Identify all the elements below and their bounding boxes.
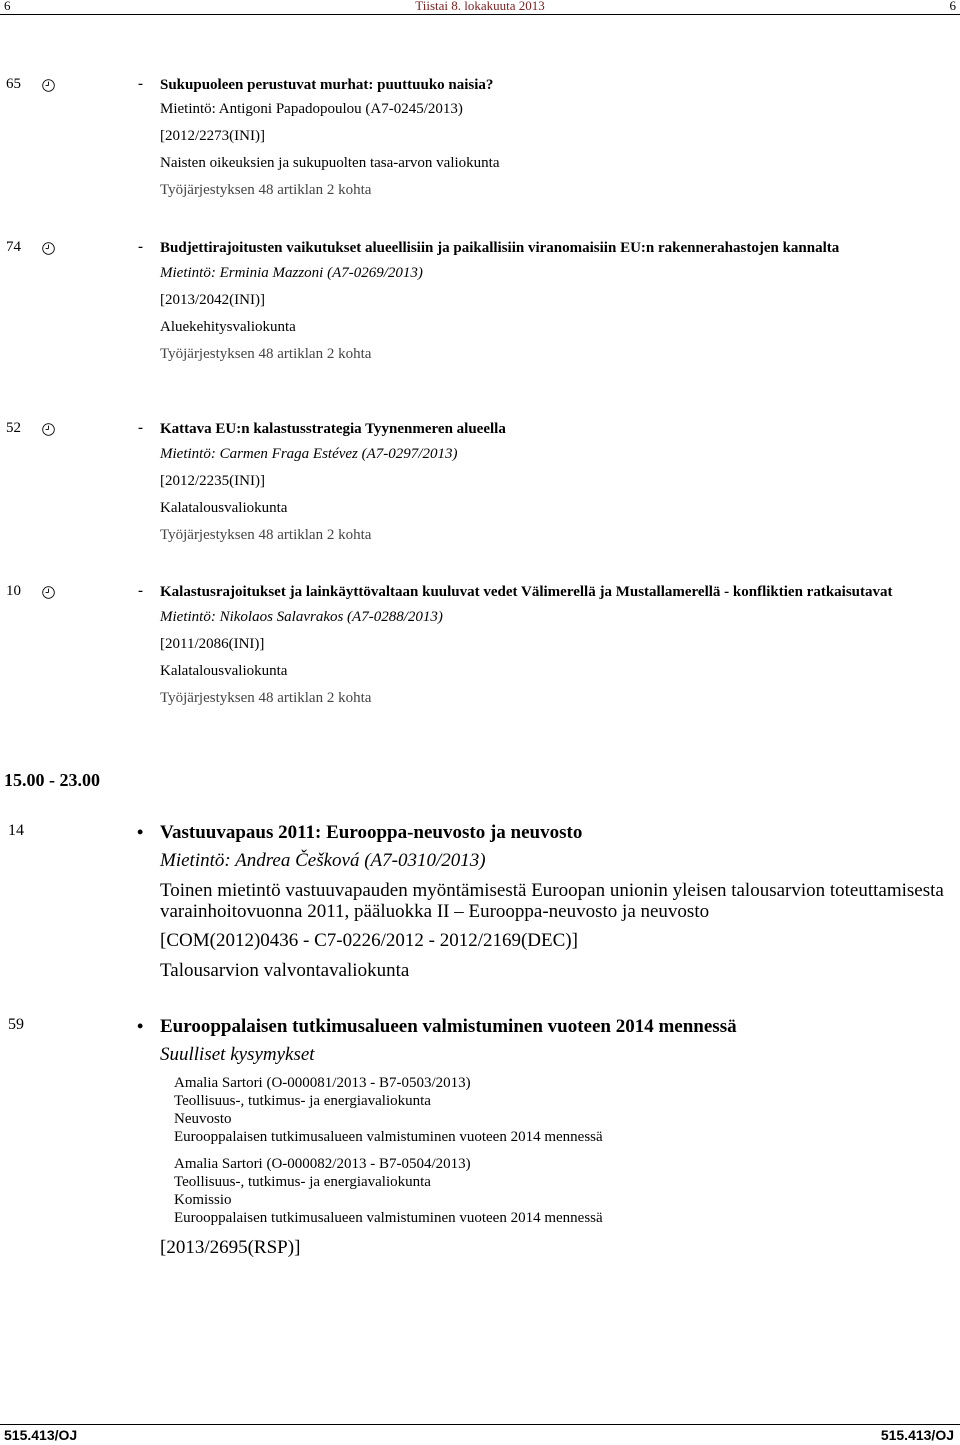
- item-number: 65: [6, 76, 21, 92]
- page-footer: [0, 1424, 960, 1445]
- item-number: 59: [8, 1016, 24, 1033]
- question-addressee: Komissio: [174, 1192, 232, 1208]
- item-title: Eurooppalaisen tutkimusalueen valmistuminen vuoteen 2014 mennessä: [160, 1016, 737, 1037]
- item-title: Vastuuvapaus 2011: Eurooppa-neuvosto ja neuvosto: [160, 822, 583, 843]
- procedure-ref: [COM(2012)0436 - C7-0226/2012 - 2012/2169(DEC)]: [160, 930, 578, 951]
- clock-icon: [42, 79, 55, 92]
- rapporteur: Mietintö: Erminia Mazzoni (A7-0269/2013): [160, 265, 423, 281]
- question-committee: Teollisuus-, tutkimus- ja energiavaliokunta: [174, 1174, 431, 1190]
- item-dash: -: [138, 239, 143, 255]
- item-number: 14: [8, 822, 24, 839]
- clock-icon: [42, 242, 55, 255]
- committee: Kalatalousvaliokunta: [160, 663, 288, 679]
- item-number: 10: [6, 583, 21, 599]
- committee: Kalatalousvaliokunta: [160, 500, 288, 516]
- clock-icon: [42, 423, 55, 436]
- clock-icon: [42, 586, 55, 599]
- session-date: Tiistai 8. lokakuuta 2013: [415, 0, 545, 13]
- item-dash: -: [138, 583, 143, 599]
- procedure-ref: [2013/2695(RSP)]: [160, 1237, 301, 1258]
- item-number: 74: [6, 239, 21, 255]
- item-dash: -: [138, 420, 143, 436]
- question-subject: Eurooppalaisen tutkimusalueen valmistuminen vuoteen 2014 mennessä: [174, 1210, 603, 1226]
- session-time: 15.00 - 23.00: [4, 770, 100, 790]
- item-title: Kattava EU:n kalastusstrategia Tyynenmeren alueella: [160, 421, 506, 437]
- rapporteur: Mietintö: Nikolaos Salavrakos (A7-0288/2013): [160, 609, 443, 625]
- document-ref-right: 515.413/OJ: [880, 1427, 954, 1443]
- question-author: Amalia Sartori (O-000082/2013 - B7-0504/2013): [174, 1156, 471, 1172]
- item-title: Sukupuoleen perustuvat murhat: puuttuuko naisia?: [160, 77, 494, 93]
- question-addressee: Neuvosto: [174, 1111, 232, 1127]
- committee: Naisten oikeuksien ja sukupuolten tasa-arvon valiokunta: [160, 155, 500, 171]
- rapporteur: Mietintö: Andrea Češková (A7-0310/2013): [160, 850, 486, 871]
- item-title: Budjettirajoitusten vaikutukset alueellisiin ja paikallisiin viranomaisiin EU:n rakennerahastojen kannalta: [160, 240, 840, 256]
- item-title: Kalastusrajoitukset ja lainkäyttövaltaan kuuluvat vedet Välimerellä ja Mustallamerellä - konfliktien ratkaisutavat: [160, 584, 893, 600]
- question-committee: Teollisuus-, tutkimus- ja energiavaliokunta: [174, 1093, 431, 1109]
- question-author: Amalia Sartori (O-000081/2013 - B7-0503/2013): [174, 1075, 471, 1091]
- item-subtitle: Suulliset kysymykset: [160, 1044, 315, 1065]
- procedure-ref: [2011/2086(INI)]: [160, 636, 265, 652]
- procedure-ref: [2012/2235(INI)]: [160, 473, 265, 489]
- page-header: [0, 0, 960, 15]
- document-ref-left: 515.413/OJ: [4, 1427, 78, 1443]
- page-number-left: 6: [4, 0, 11, 13]
- procedure-ref: [2013/2042(INI)]: [160, 292, 265, 308]
- bullet-icon: •: [137, 1016, 144, 1036]
- page-number-right: 6: [949, 0, 956, 13]
- procedure-rule: Työjärjestyksen 48 artiklan 2 kohta: [160, 527, 372, 543]
- item-description: Toinen mietintö vastuuvapauden myöntämisestä Euroopan unionin yleisen talousarvion toteuttamisesta varainhoitovuonna 2011, pääluokka II – Eurooppa-neuvosto ja neuvosto: [160, 880, 944, 922]
- procedure-rule: Työjärjestyksen 48 artiklan 2 kohta: [160, 690, 372, 706]
- item-number: 52: [6, 420, 21, 436]
- committee: Talousarvion valvontavaliokunta: [160, 960, 410, 981]
- oral-question: [174, 1074, 950, 1146]
- rapporteur: Mietintö: Antigoni Papadopoulou (A7-0245/2013): [160, 101, 463, 117]
- procedure-rule: Työjärjestyksen 48 artiklan 2 kohta: [160, 346, 372, 362]
- procedure-ref: [2012/2273(INI)]: [160, 128, 265, 144]
- procedure-rule: Työjärjestyksen 48 artiklan 2 kohta: [160, 182, 372, 198]
- rapporteur: Mietintö: Carmen Fraga Estévez (A7-0297/2013): [160, 446, 458, 462]
- bullet-icon: •: [137, 822, 144, 842]
- committee: Aluekehitysvaliokunta: [160, 319, 296, 335]
- item-dash: -: [138, 76, 143, 92]
- oral-question: [174, 1155, 950, 1227]
- question-subject: Eurooppalaisen tutkimusalueen valmistuminen vuoteen 2014 mennessä: [174, 1129, 603, 1145]
